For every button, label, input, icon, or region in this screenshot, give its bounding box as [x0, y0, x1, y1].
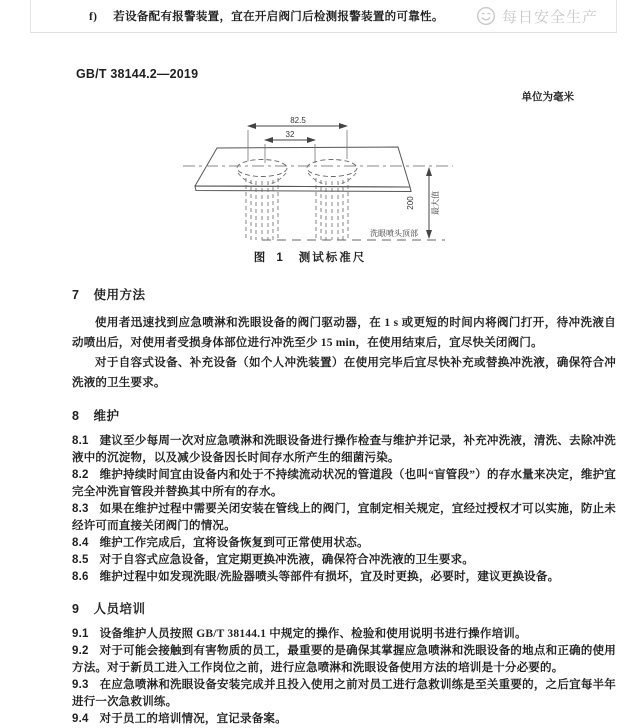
section-heading-7: [72, 285, 616, 303]
clause-8-2: [72, 467, 616, 501]
paragraph: 对于自容式设备、补充设备（如个人冲洗装置）在使用完毕后宜尽快补充或替换冲洗液，确保符合冲洗液的卫生要求。: [72, 357, 616, 389]
clause-9-1: [72, 626, 616, 643]
clause-number: 9.4: [72, 713, 89, 725]
dimension-label-height: 200: [406, 196, 415, 210]
section-title: 维护: [93, 409, 120, 423]
list-item-f: [31, 8, 444, 24]
clause-number: 8.2: [72, 469, 89, 481]
standard-number: GB/T 38144.2—2019: [76, 67, 199, 81]
top-note-box: [30, 0, 617, 33]
spray-pattern-right: [307, 160, 357, 241]
clause-9-4: [72, 711, 616, 728]
clause-8-3: [72, 501, 616, 535]
clause-text: 如果在维护过程中需要关闭安装在管线上的阀门，宜制定相关规定，宜经过授权才可以实施，防止未经许可而直接关闭阀门的情况。: [72, 503, 616, 532]
section-title: 人员培训: [93, 602, 146, 616]
clause-text: 维护持续时间宜由设备内和处于不持续流动状况的管道段（也叫“盲管段”）的存水量来决定，维护宜完全冲洗盲管段并替换其中所有的存水。: [72, 469, 616, 498]
clause-text: 在应急喷淋和洗眼设备安装完成并且投入使用之前对员工进行急救训练是至关重要的，之后宜每半年进行一次急救训练。: [72, 679, 616, 708]
section-title: 使用方法: [93, 288, 146, 302]
clause-9-3: [72, 677, 616, 711]
clause-text: 建议至少每周一次对应急喷淋和洗眼设备进行操作检查与维护并记录，补充冲洗液，清洗、去除冲洗液中的沉淀物，以及减少设备因长时间存水所产生的细菌污染。: [72, 435, 616, 464]
clause-text: 设备维护人员按照 GB/T 38144.1 中规定的操作、检验和使用说明书进行操作培训。: [99, 628, 527, 640]
section-number: 8: [72, 409, 80, 423]
clause-text: 对于可能会接触到有害物质的员工，最重要的是确保其掌握应急喷淋和洗眼设备的地点和正确的使用方法。对于新员工进入工作岗位之前，进行应急喷淋和洗眼设备使用方法的培训是十分必要的。: [72, 645, 616, 674]
clause-8-5: [72, 552, 616, 569]
figure-test-gauge: [0, 106, 644, 248]
figure-caption-number: 图 1: [253, 252, 287, 264]
clause-number: 9.2: [72, 645, 89, 657]
clause-8-6: [72, 569, 616, 586]
clause-text: 对于员工的培训情况，宜记录备案。: [99, 713, 287, 725]
clause-text: 维护工作完成后，宜将设备恢复到可正常使用状态。: [99, 537, 369, 549]
watermark: [476, 6, 616, 27]
test-gauge-diagram: [150, 106, 490, 248]
clause-8-1: [72, 433, 616, 467]
dimension-label-outer: 82.5: [290, 116, 306, 125]
dimension-note-max: 最大值: [431, 191, 440, 215]
smiley-logo-icon: [476, 6, 496, 26]
unit-note: 单位为毫米: [521, 92, 574, 103]
spray-pattern-left: [237, 160, 287, 241]
clause-text: 对于自容式应急设备，宜定期更换冲洗液，确保符合冲洗液的卫生要求。: [99, 554, 474, 566]
section-heading-9: [72, 599, 616, 617]
clause-number: 8.5: [72, 554, 89, 566]
watermark-text: 每日安全生产: [501, 8, 598, 26]
gauge-plate-thickness: [195, 186, 411, 192]
clause-number: 9.3: [72, 679, 89, 691]
paragraph: 使用者迅速找到应急喷淋和洗眼设备的阀门驱动器，在 1 s 或更短的时间内将阀门打开，待冲洗液自动喷出后，对使用者受损身体部位进行冲洗至少 15 min，在使用结束后，宜尽快关闭阀门。: [72, 317, 616, 349]
document-body: [72, 285, 616, 728]
clause-text: 维护过程中如发现洗眼/洗脸器喷头等部件有损坏，宜及时更换，必要时，建议更换设备。: [99, 571, 560, 583]
figure-caption: [0, 249, 644, 265]
clause-number: 8.6: [72, 571, 89, 583]
list-item-text: 若设备配有报警装置，宜在开启阀门后检测报警装置的可靠性。: [113, 11, 444, 23]
dimension-label-inner: 32: [285, 130, 295, 139]
section-number: 9: [72, 602, 80, 616]
section-heading-8: [72, 406, 616, 424]
clause-9-2: [72, 643, 616, 677]
clause-number: 8.1: [72, 435, 89, 447]
gauge-plate: [195, 147, 410, 187]
clause-number: 8.3: [72, 503, 89, 515]
list-item-label: f): [89, 11, 98, 23]
clause-number: 8.4: [72, 537, 89, 549]
nozzle-top-label: 洗眼喷头顶部: [370, 229, 418, 238]
clause-8-4: [72, 535, 616, 552]
figure-caption-title: 测试标准尺: [298, 252, 367, 264]
section-number: 7: [72, 288, 80, 302]
clause-number: 9.1: [72, 628, 89, 640]
